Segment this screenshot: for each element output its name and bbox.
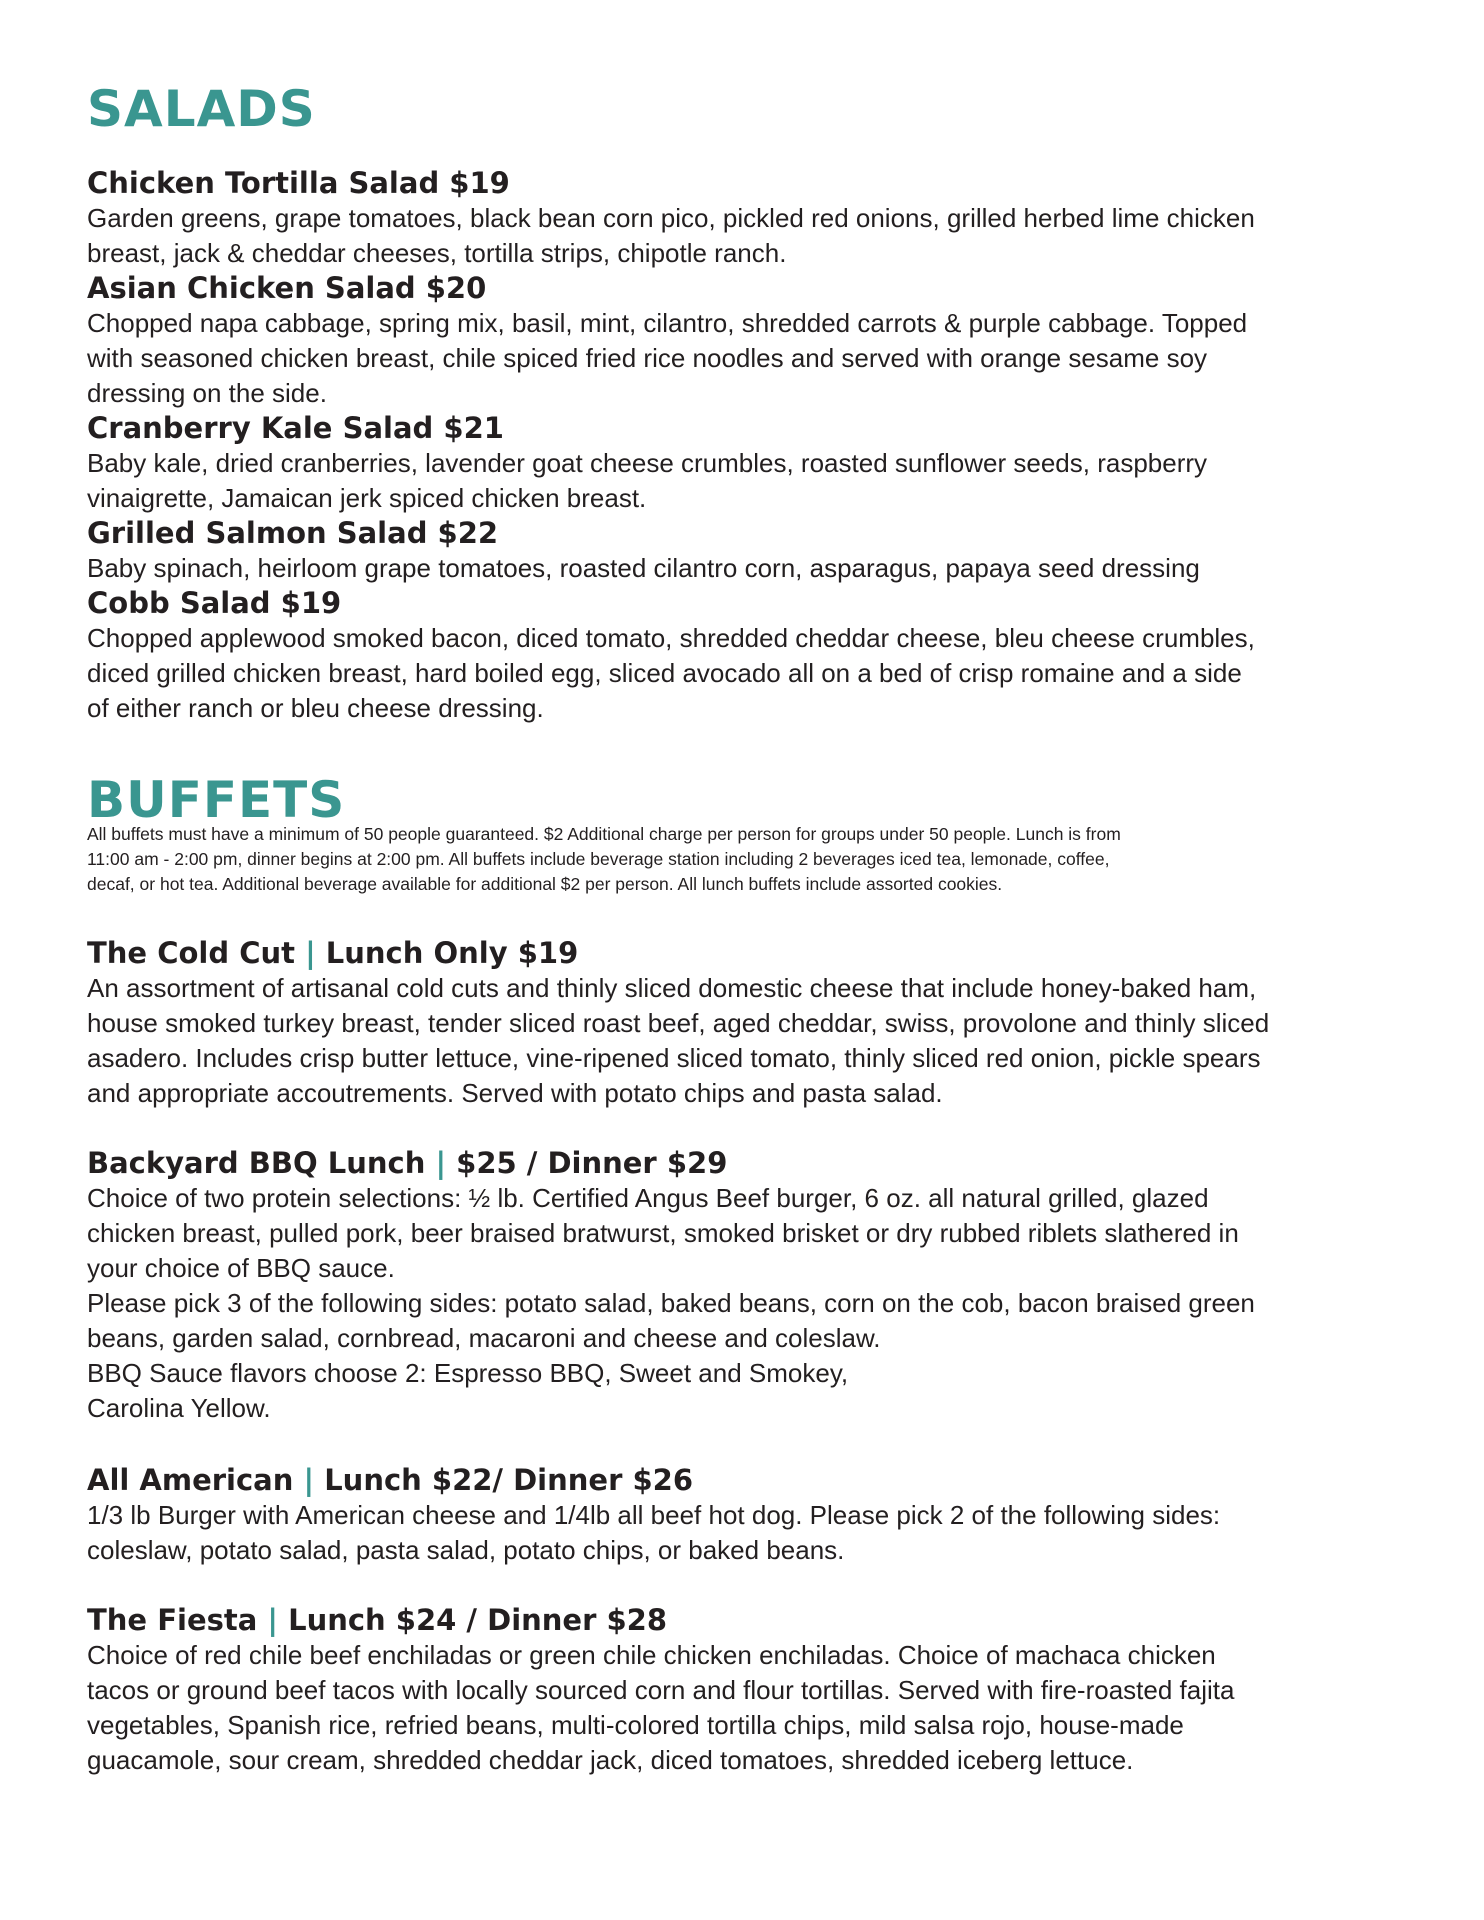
buffet-item	[87, 1462, 1417, 1568]
description-line: Chopped applewood smoked bacon, diced tomato, shredded cheddar cheese, bleu cheese crumbles,	[87, 623, 1255, 653]
buffet-name: The Cold Cut	[87, 936, 306, 970]
buffets-note	[87, 822, 1417, 897]
salad-item-title: Grilled Salmon Salad $22	[87, 516, 499, 550]
description-line: 1/3 lb Burger with American cheese and 1/4lb all beef hot dog. Please pick 2 of the following sides:	[87, 1500, 1221, 1530]
description-line: asadero. Includes crisp butter lettuce, vine-ripened sliced tomato, thinly sliced red onion, pickle spears	[87, 1043, 1261, 1073]
salad-item	[87, 585, 1417, 726]
buffet-item-title	[87, 1145, 1417, 1181]
salad-item-description	[87, 201, 1417, 271]
buffet-item-title	[87, 935, 1417, 971]
description-line: dressing on the side.	[87, 378, 327, 408]
description-line: coleslaw, potato salad, pasta salad, potato chips, or baked beans.	[87, 1535, 845, 1565]
buffet-price: Lunch $24 / Dinner $28	[278, 1603, 668, 1637]
description-line: Garden greens, grape tomatoes, black bean corn pico, pickled red onions, grilled herbed lime chicken	[87, 203, 1255, 233]
description-line: Baby kale, dried cranberries, lavender goat cheese crumbles, roasted sunflower seeds, raspberry	[87, 448, 1208, 478]
title-separator: |	[267, 1603, 278, 1637]
salad-item-title: Cobb Salad $19	[87, 586, 342, 620]
buffet-item-title	[87, 1462, 1417, 1498]
salad-item-description	[87, 306, 1417, 411]
title-separator: |	[303, 1463, 315, 1497]
buffet-name: The Fiesta	[87, 1603, 268, 1637]
salad-item-description	[87, 551, 1417, 586]
salad-item-title: Chicken Tortilla Salad $19	[87, 166, 510, 200]
note-line: decaf, or hot tea. Additional beverage available for additional $2 per person. All lunch buffets include assorted cookies.	[87, 874, 1003, 894]
title-separator: |	[305, 936, 316, 970]
description-line: BBQ Sauce flavors choose 2: Espresso BBQ, Sweet and Smokey,	[87, 1358, 849, 1388]
buffet-item-description	[87, 1638, 1417, 1778]
buffet-item	[87, 935, 1417, 1111]
description-line: and appropriate accoutrements. Served with potato chips and pasta salad.	[87, 1078, 943, 1108]
buffet-item-title	[87, 1602, 1417, 1638]
description-line: breast, jack & cheddar cheeses, tortilla strips, chipotle ranch.	[87, 238, 787, 268]
buffet-name: All American	[87, 1463, 304, 1497]
description-line: vegetables, Spanish rice, refried beans, multi-colored tortilla chips, mild salsa rojo, house-made	[87, 1710, 1184, 1740]
buffet-item-description	[87, 971, 1417, 1111]
description-line: tacos or ground beef tacos with locally sourced corn and flour tortillas. Served with fire-roasted fajita	[87, 1675, 1235, 1705]
note-line: All buffets must have a minimum of 50 people guaranteed. $2 Additional charge per person for groups under 50 people. Lunch is from	[87, 824, 1121, 844]
description-line: Chopped napa cabbage, spring mix, basil, mint, cilantro, shredded carrots & purple cabbage. Topped	[87, 308, 1248, 338]
description-line: vinaigrette, Jamaican jerk spiced chicken breast.	[87, 483, 647, 513]
salad-item	[87, 165, 1417, 271]
description-line: with seasoned chicken breast, chile spiced fried rice noodles and served with orange sesame soy	[87, 343, 1208, 373]
description-line: beans, garden salad, cornbread, macaroni and cheese and coleslaw.	[87, 1323, 881, 1353]
note-line: 11:00 am - 2:00 pm, dinner begins at 2:00 pm. All buffets include beverage station including 2 beverages iced tea, lemonade, coffee,	[87, 849, 1110, 869]
buffet-item-description	[87, 1181, 1417, 1426]
salad-item-title: Cranberry Kale Salad $21	[87, 411, 504, 445]
salad-item	[87, 270, 1417, 411]
buffet-name: Backyard BBQ Lunch	[87, 1146, 436, 1180]
title-separator: |	[435, 1146, 447, 1180]
description-line: Please pick 3 of the following sides: potato salad, baked beans, corn on the cob, bacon braised green	[87, 1288, 1255, 1318]
buffet-price: $25 / Dinner $29	[446, 1146, 728, 1180]
description-line: Choice of red chile beef enchiladas or green chile chicken enchiladas. Choice of machaca chicken	[87, 1640, 1216, 1670]
description-line: diced grilled chicken breast, hard boiled egg, sliced avocado all on a bed of crisp romaine and a side	[87, 658, 1242, 688]
salads-heading: SALADS	[87, 80, 316, 138]
buffets-heading: BUFFETS	[87, 771, 346, 829]
description-line: Choice of two protein selections: ½ lb. Certified Angus Beef burger, 6 oz. all natural grilled, glazed	[87, 1183, 1209, 1213]
salad-item-description	[87, 446, 1417, 516]
buffet-item	[87, 1602, 1417, 1778]
description-line: guacamole, sour cream, shredded cheddar jack, diced tomatoes, shredded iceberg lettuce.	[87, 1745, 1134, 1775]
salad-item-description	[87, 621, 1417, 726]
description-line: house smoked turkey breast, tender sliced roast beef, aged cheddar, swiss, provolone and thinly sliced	[87, 1008, 1270, 1038]
buffet-item	[87, 1145, 1417, 1426]
description-line: Baby spinach, heirloom grape tomatoes, roasted cilantro corn, asparagus, papaya seed dressing	[87, 553, 1200, 583]
description-line: chicken breast, pulled pork, beer braised bratwurst, smoked brisket or dry rubbed riblets slathered in	[87, 1218, 1239, 1248]
buffet-price: Lunch Only $19	[315, 936, 579, 970]
description-line: of either ranch or bleu cheese dressing.	[87, 693, 544, 723]
description-line: Carolina Yellow.	[87, 1393, 271, 1423]
buffet-item-description	[87, 1498, 1417, 1568]
salad-item	[87, 410, 1417, 516]
description-line: your choice of BBQ sauce.	[87, 1253, 395, 1283]
description-line: An assortment of artisanal cold cuts and thinly sliced domestic cheese that include honey-baked ham,	[87, 973, 1257, 1003]
buffet-price: Lunch $22/ Dinner $26	[314, 1463, 694, 1497]
salad-item	[87, 515, 1417, 586]
salad-item-title: Asian Chicken Salad $20	[87, 271, 487, 305]
